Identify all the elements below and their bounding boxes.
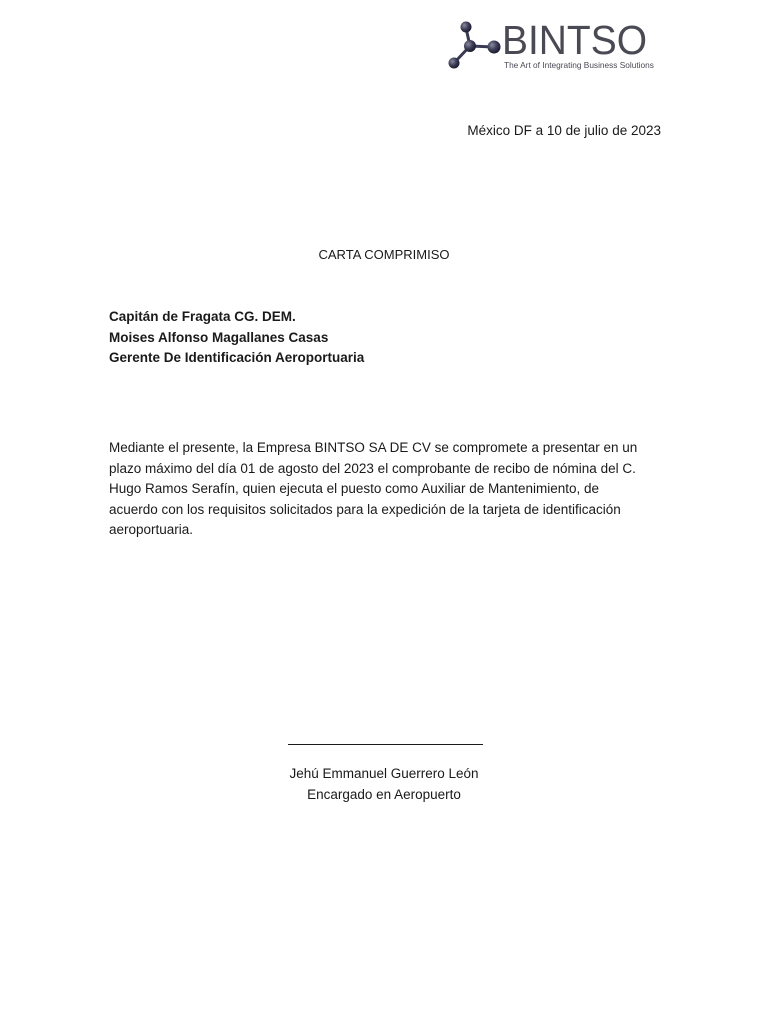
company-wordmark: BINTSO: [502, 17, 648, 63]
signer-block: [0, 764, 768, 805]
company-logo: [448, 18, 663, 72]
company-tagline: The Art of Integrating Business Solutions: [504, 60, 654, 70]
recipient-rank: Capitán de Fragata CG. DEM.: [109, 309, 296, 324]
recipient-title: Gerente De Identificación Aeroportuaria: [109, 350, 365, 365]
body-line: acuerdo con los requisitos solicitados para la expedición de la tarjeta de identificación: [109, 501, 621, 517]
body-line: plazo máximo del día 01 de agosto del 2023 el comprobante de recibo de nómina del C.: [109, 460, 636, 476]
signature-line: [288, 744, 483, 745]
letter-date: México DF a 10 de julio de 2023: [467, 123, 661, 138]
recipient-block: [109, 307, 364, 369]
body-line: Hugo Ramos Serafín, quien ejecuta el puesto como Auxiliar de Mantenimiento, de: [109, 481, 600, 496]
recipient-name: Moises Alfonso Magallanes Casas: [109, 329, 329, 345]
letter-body: [109, 438, 669, 541]
signer-name: Jehú Emmanuel Guerrero León: [289, 766, 479, 781]
molecule-nodes-icon: [448, 20, 502, 70]
signer-position: Encargado en Aeropuerto: [307, 786, 461, 802]
document-title: CARTA COMPRIMISO: [318, 247, 450, 262]
body-line: Mediante el presente, la Empresa BINTSO SA DE CV se compromete a presentar en un: [109, 440, 638, 455]
body-line: aeroportuaria.: [109, 522, 194, 537]
